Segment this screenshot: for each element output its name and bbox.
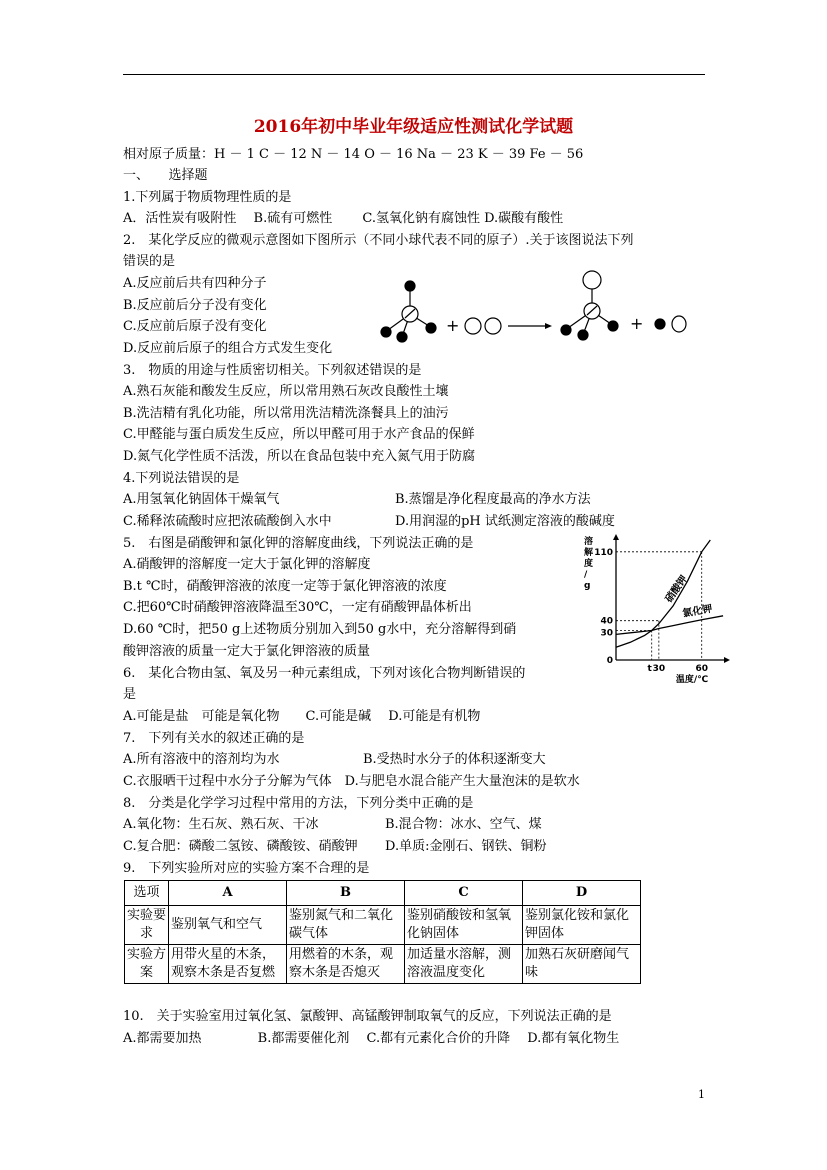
solubility-chart: [572, 532, 732, 690]
table-header-b: B: [287, 881, 405, 906]
table-cell: 用燃着的木条，观察木条是否熄灭: [287, 945, 405, 984]
q7-stem: 7. 下列有关水的叙述正确的是: [123, 731, 305, 746]
table-cell: 用带火星的木条，观察木条是否复燃: [169, 945, 287, 984]
q8-stem: 8. 分类是化学学习过程中常用的方法，下列分类中正确的是: [123, 796, 474, 811]
q5-option-b: B.t ℃时，硝酸钾溶液的浓度一定等于氯化钾溶液的浓度: [123, 579, 447, 594]
q7-option-a: A.所有溶液中的溶剂均为水: [123, 752, 280, 767]
table-header-d: D: [523, 881, 641, 906]
reactant-molecule-2: [465, 318, 501, 334]
table-row-plan: [125, 945, 641, 984]
q3-option-c: C.甲醛能与蛋白质发生反应，所以甲醛可用于水产食品的保鲜: [123, 427, 475, 442]
q3-option-a: A.熟石灰能和酸发生反应，所以常用熟石灰改良酸性土壤: [123, 384, 449, 399]
x-axis-arrow: [724, 657, 730, 663]
series-label-kcl: 氯化钾: [681, 603, 714, 620]
q4-stem: 4.下列说法错误的是: [123, 471, 240, 486]
q5-stem: 5. 右图是硝酸钾和氯化钾的溶解度曲线，下列说法正确的是: [123, 536, 474, 551]
table-header-row: [125, 881, 641, 906]
q4-option-b: B.蒸馏是净化程度最高的净水方法: [395, 492, 591, 507]
q5-option-d-cont: 酸钾溶液的质量一定大于氯化钾溶液的质量: [123, 644, 371, 659]
x-tick-label: 30: [652, 664, 666, 674]
q4-option-c: C.稀释浓硫酸时应把浓硫酸倒入水中: [123, 514, 332, 529]
table-cell: 加适量水溶解，测溶液温度变化: [405, 945, 523, 984]
x-axis-label: 温度/℃: [675, 675, 709, 685]
q2-option-a: A.反应前后共有四种分子: [123, 276, 267, 291]
q5-option-c: C.把60℃时硝酸钾溶液降温至30℃，一定有硝酸钾晶体析出: [123, 600, 472, 615]
q8-row-cd: [123, 838, 547, 856]
table-corner-cell: 选项: [125, 881, 169, 906]
reactant-molecule-1: [381, 281, 436, 342]
q10-stem: 10. 关于实验室用过氧化氢、氯酸钾、高锰酸钾制取氧气的反应，下列说法正确的是: [123, 1009, 612, 1024]
y-tick-label: 0: [606, 656, 613, 666]
q3-option-d: D.氮气化学性质不活泼，所以在食品包装中充入氮气用于防腐: [123, 449, 476, 464]
y-axis-label: 溶解度/ g: [584, 537, 594, 591]
q6-stem: 6. 某化合物由氢、氧及另一种元素组成，下列对该化合物判断错误的: [123, 666, 526, 681]
table-cell: 鉴别硝酸铵和氢氧化钠固体: [405, 906, 523, 945]
product-molecule-2: [655, 316, 686, 332]
table-header-c: C: [405, 881, 523, 906]
q8-option-c: C.复合肥：磷酸二氢铵、磷酸铵、硝酸钾: [123, 839, 358, 854]
q10-options: A.都需要加热 B.都需要催化剂 C.都有元素化合价的升降 D.都有氧化物生: [123, 1031, 620, 1046]
section-heading: 一、 选择题: [123, 168, 208, 183]
q2-option-b: B.反应前后分子没有变化: [123, 298, 267, 313]
table-cell: 加熟石灰研磨闻气味: [523, 945, 641, 984]
series-line-kno3: [616, 540, 710, 647]
q8-option-d: D.单质:金刚石、钢铁、铜粉: [385, 839, 547, 854]
q8-option-a: A.氧化物：生石灰、熟石灰、干冰: [123, 817, 319, 832]
y-axis-arrow: [613, 534, 619, 540]
q4-row-cd: [123, 513, 615, 531]
q7-option-cd: C.衣服晒干过程中水分子分解为气体 D.与肥皂水混合能产生大量泡沫的是软水: [123, 774, 580, 789]
q4-option-a: A.用氢氧化钠固体干燥氧气: [123, 492, 280, 507]
q7-option-b: B.受热时水分子的体积逐渐变大: [363, 752, 546, 767]
q1-stem: 1.下列属于物质物理性质的是: [123, 190, 292, 205]
table-cell: 鉴别氧气和空气: [169, 906, 287, 945]
q1-options: A．活性炭有吸附性 B.硫有可燃性 C.氢氧化钠有腐蚀性 D.碳酸有酸性: [123, 211, 564, 226]
q6-options: A.可能是盐 可能是氧化物 C.可能是碱 D.可能是有机物: [123, 709, 481, 724]
q8-row-ab: [123, 816, 542, 834]
plus-sign-2: +: [630, 314, 644, 333]
table-row-label: 实验方案: [125, 945, 169, 984]
series-label-kno3: 硝酸钾: [663, 573, 690, 605]
product-molecule-1: [561, 271, 618, 340]
table-row-label: 实验要求: [125, 906, 169, 945]
table-cell: 鉴别氯化铵和氯化钾固体: [523, 906, 641, 945]
page-title: 2016年初中毕业年级适应性测试化学试题: [253, 117, 574, 137]
experiment-table: [124, 880, 641, 984]
x-tick-label: t: [647, 664, 652, 674]
q2-stem-cont: 错误的是: [123, 254, 176, 269]
series-line-kcl: [616, 616, 723, 635]
q4-row-ab: [123, 491, 591, 509]
table-header-a: A: [169, 881, 287, 906]
atomic-mass-line: 相对原子质量：H － 1 C － 12 N － 14 O － 16 Na － 23 K － 39 Fe － 56: [123, 147, 584, 162]
q2-option-c: C.反应前后原子没有变化: [123, 319, 267, 334]
y-tick-label: 110: [594, 547, 613, 558]
q6-stem-cont: 是: [123, 687, 137, 702]
header-rule: [123, 74, 705, 75]
q7-row-ab: [123, 751, 546, 769]
y-tick-label: 40: [600, 616, 613, 627]
table-cell: 鉴别氮气和二氧化碳气体: [287, 906, 405, 945]
q3-stem: 3. 物质的用途与性质密切相关。下列叙述错误的是: [123, 363, 422, 378]
reaction-diagram: [370, 262, 700, 347]
q8-option-b: B.混合物：冰水、空气、煤: [385, 817, 542, 832]
q9-stem: 9. 下列实验所对应的实验方案不合理的是: [123, 861, 370, 876]
q5-option-a: A.硝酸钾的溶解度一定大于氯化钾的溶解度: [123, 557, 371, 572]
table-row-requirement: [125, 906, 641, 945]
plus-sign-1: +: [446, 316, 460, 335]
q2-option-d: D.反应前后原子的组合方式发生变化: [123, 341, 333, 356]
q4-option-d: D.用润湿的pH 试纸测定溶液的酸碱度: [395, 514, 615, 529]
q5-option-d: D.60 ℃时，把50 g上述物质分别加入到50 g水中，充分溶解得到硝: [123, 622, 517, 637]
x-tick-label: 60: [695, 664, 708, 674]
q2-stem: 2. 某化学反应的微观示意图如下图所示（不同小球代表不同的原子）.关于该图说法下列: [123, 233, 634, 248]
y-tick-label: 30: [600, 628, 613, 639]
page-number: 1: [698, 1088, 705, 1101]
q3-option-b: B.洗洁精有乳化功能，所以常用洗洁精洗涤餐具上的油污: [123, 406, 449, 421]
